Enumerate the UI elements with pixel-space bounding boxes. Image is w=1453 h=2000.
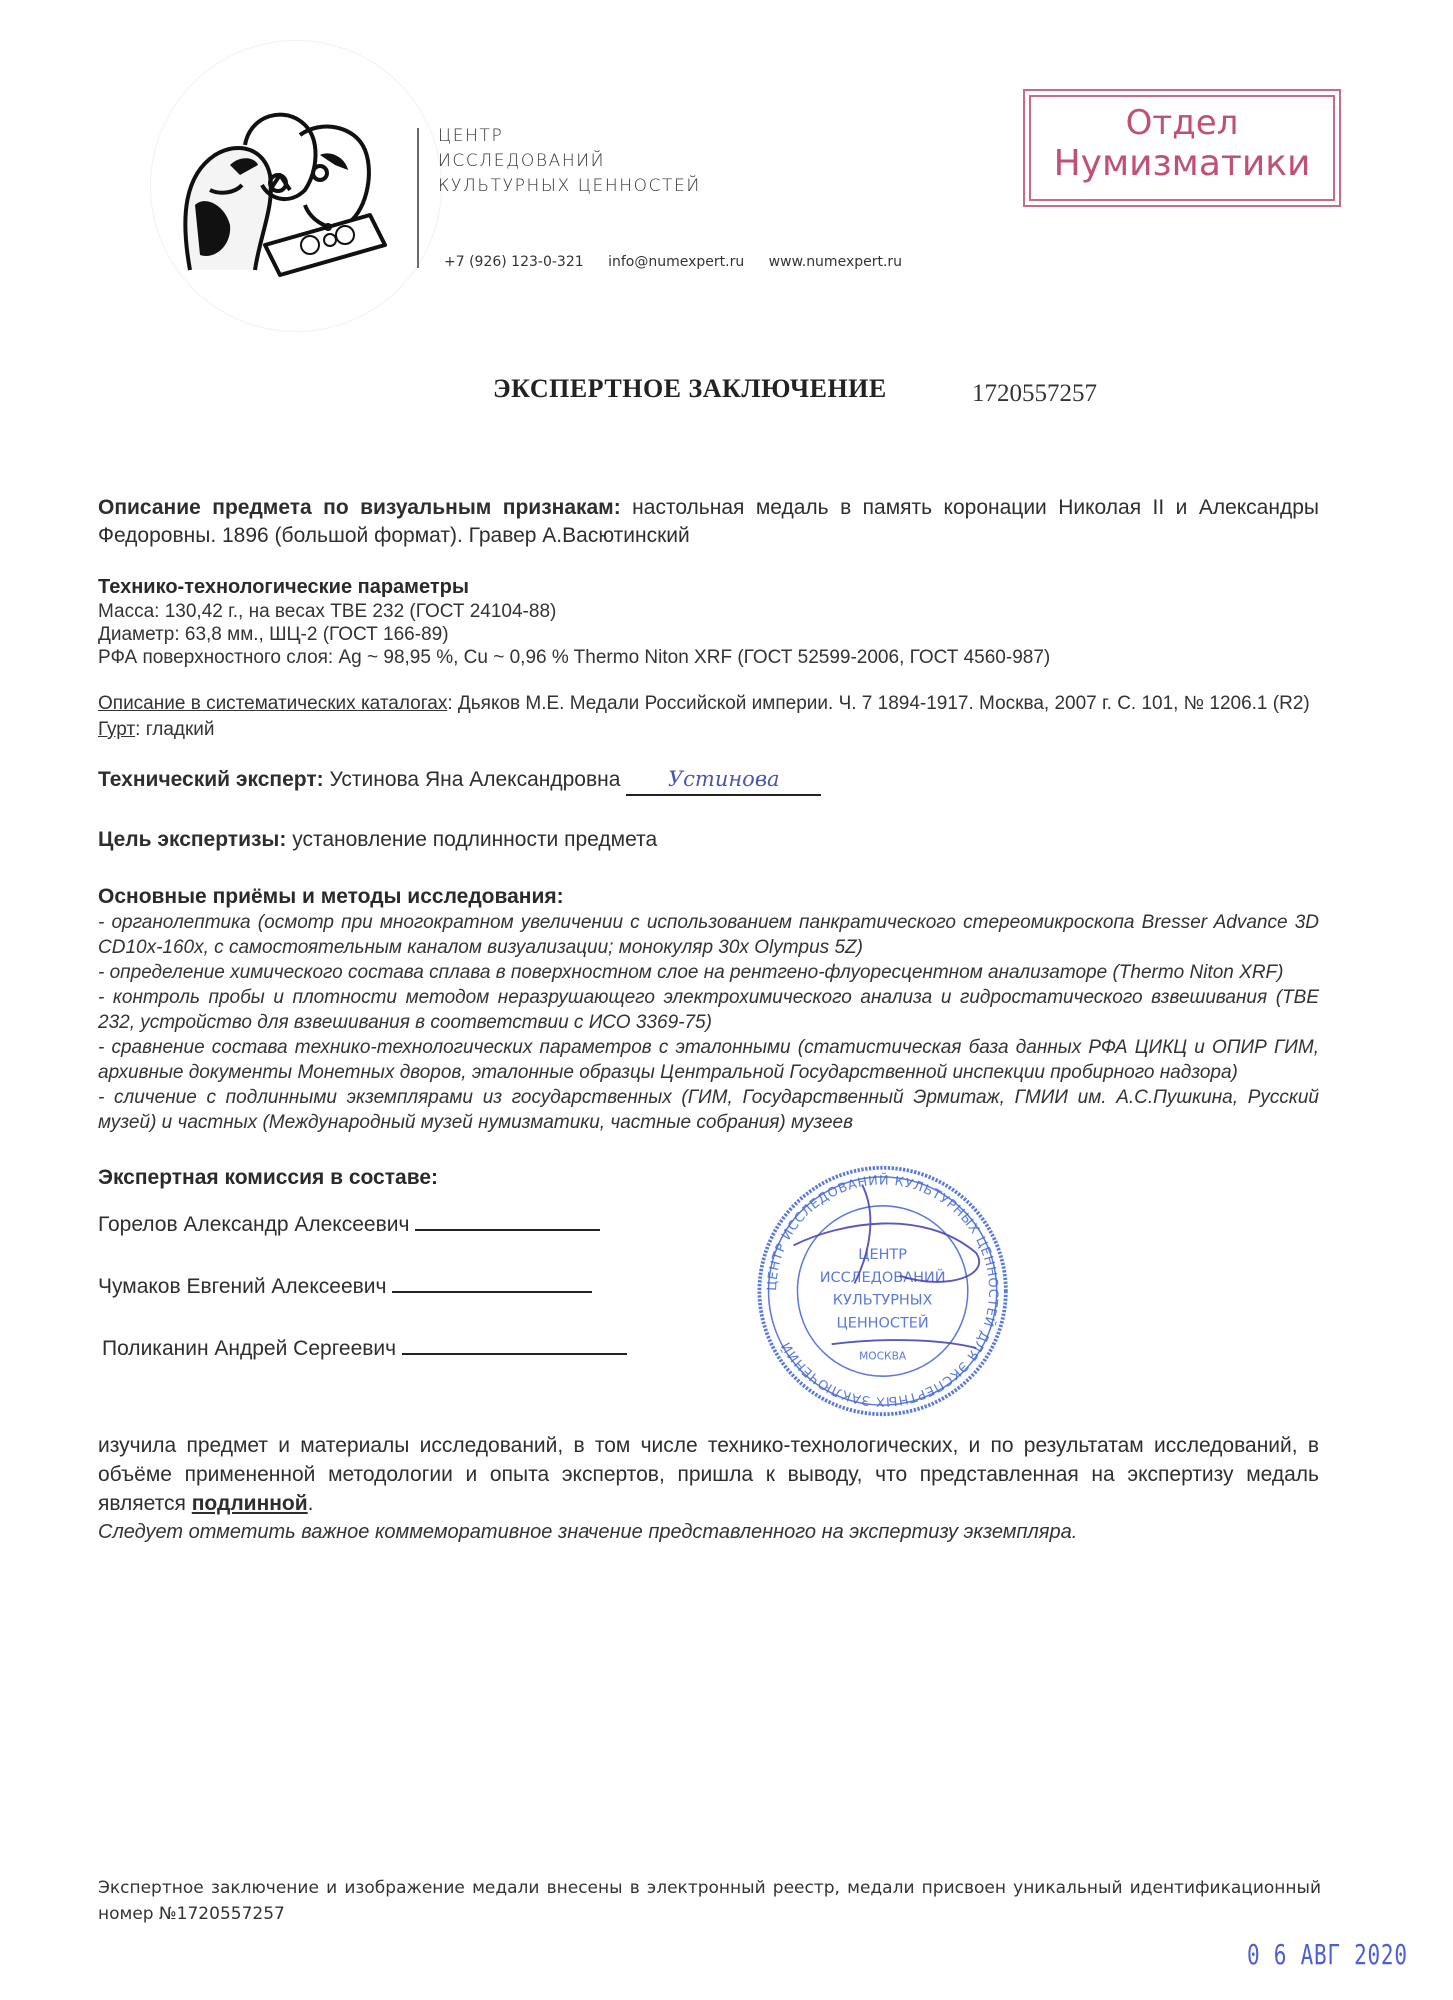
org-name-line: ИССЛЕДОВАНИЙ bbox=[438, 151, 606, 171]
conclusion bbox=[98, 1431, 1319, 1547]
technical-parameters bbox=[98, 574, 1319, 669]
commission-member bbox=[98, 1273, 738, 1335]
verdict: подлинной bbox=[191, 1492, 308, 1515]
round-stamp-center-line: КУЛЬТУРНЫХ bbox=[832, 1292, 933, 1309]
description-label: Описание предмета по визуальным признакам: bbox=[98, 496, 621, 519]
commission-heading: Экспертная комиссия в составе: bbox=[98, 1166, 439, 1189]
numismatics-department-stamp bbox=[1023, 89, 1341, 207]
goal-text: установление подлинности предмета bbox=[292, 828, 658, 851]
method-item: - сличение с подлинными экземплярами из государственных (ГИМ, Государственный Эрмитаж, ГМИИ им. А.С.Пушкина, Русский музей) и частных (Международный музей нумизматики, частные собрания) музеев bbox=[98, 1087, 1319, 1133]
expert-signature-line bbox=[626, 765, 821, 796]
conclusion-period: . bbox=[307, 1492, 314, 1515]
round-stamp-outer-text: ЦЕНТР ИССЛЕДОВАНИЙ КУЛЬТУРНЫХ ЦЕННОСТЕЙ ДЛЯ ЭКСПЕРТНЫХ ЗАКЛЮЧЕНИЙ bbox=[765, 1173, 1001, 1409]
technical-line-mass: Масса: 130,42 г., на весах ТВЕ 232 (ГОСТ 24104-88) bbox=[98, 601, 557, 622]
header-divider bbox=[417, 128, 419, 268]
round-stamp-center-line: ИССЛЕДОВАНИЙ bbox=[819, 1269, 946, 1286]
email-address: info@numexpert.ru bbox=[608, 254, 745, 270]
phone-number: +7 (926) 123-0-321 bbox=[444, 254, 584, 270]
org-name-line: КУЛЬТУРНЫХ ЦЕННОСТЕЙ bbox=[438, 176, 701, 196]
conclusion-note: Следует отметить важное коммеморативное значение представленного на экспертизу экземпляра. bbox=[98, 1521, 1078, 1543]
round-stamp-center-line: ЦЕНТР bbox=[858, 1247, 907, 1264]
document-body bbox=[98, 494, 1319, 1547]
research-methods bbox=[98, 884, 1319, 1135]
catalog-label: Описание в систематических каталогах bbox=[98, 693, 448, 714]
examination-goal bbox=[98, 826, 1319, 854]
item-description bbox=[98, 494, 1319, 550]
dept-stamp-inner-frame bbox=[1029, 95, 1335, 201]
expert-name: Устинова Яна Александровна bbox=[329, 768, 621, 791]
commission-member bbox=[98, 1335, 738, 1397]
commission-section bbox=[98, 1165, 1319, 1415]
organization-round-stamp bbox=[748, 1161, 1018, 1421]
svg-text:ЦЕНТР ИССЛЕДОВАНИЙ КУЛЬТУРНЫХ bbox=[765, 1172, 1000, 1408]
member-name: Чумаков Евгений Алексеевич bbox=[98, 1275, 387, 1298]
catalog-text: : Дьяков М.Е. Медали Российской империи. Ч. 7 1894-1917. Москва, 2007 г. С. 101, № 1206.1 (R2) bbox=[447, 693, 1310, 714]
registry-footer: Экспертное заключение и изображение медали внесены в электронный реестр, медали присвоен уникальный идентификационный номер №1720557257 bbox=[98, 1878, 1321, 1924]
contact-line bbox=[444, 254, 922, 270]
technical-line-xrf: РФА поверхностного слоя: Ag ~ 98,95 %, Cu ~ 0,96 % Thermo Niton XRF (ГОСТ 52599-2006, ГОСТ 4560-987) bbox=[98, 647, 1051, 668]
description-text: настольная медаль в память коронации Николая II и Александры Федоровны. 1896 (большой формат). Гравер А.Васютинский bbox=[98, 496, 1319, 547]
member-signature-line bbox=[415, 1228, 600, 1231]
org-name-line: ЦЕНТР bbox=[438, 126, 504, 146]
commission-members bbox=[98, 1211, 738, 1397]
technical-heading: Технико-технологические параметры bbox=[98, 576, 469, 598]
document-title: ЭКСПЕРТНОЕ ЗАКЛЮЧЕНИЕ bbox=[493, 374, 887, 403]
dept-stamp-line2: Нумизматики bbox=[1053, 143, 1311, 184]
document-number: 1720557257 bbox=[972, 380, 1097, 407]
member-signature-line bbox=[402, 1352, 627, 1355]
method-item: - контроль пробы и плотности методом неразрушающего электрохимического анализа и гидростатического взвешивания (ТВЕ 232, устройство для взвешивания в соответствии с ИСО 3369-75) bbox=[98, 987, 1319, 1033]
methods-heading: Основные приёмы и методы исследования: bbox=[98, 885, 564, 908]
edge-label: Гурт bbox=[98, 719, 136, 740]
method-item: - органолептика (осмотр при многократном увеличении с использованием панкратического стереомикроскопа Bresser Advance 3D CD10x-160x, с самостоятельным каналом визуализации; монокуляр 30x Olympus 5Z) bbox=[98, 912, 1319, 958]
expert-signature: Устинова bbox=[667, 767, 780, 791]
round-stamp-city: МОСКВА bbox=[859, 1349, 907, 1363]
conclusion-text: изучила предмет и материалы исследований, в том числе технико-технологических, и по результатам исследований, в объёме примененной методологии и опыта экспертов, пришла к выводу, что представленная на экспертизу медаль является bbox=[98, 1434, 1319, 1515]
experts-examining-coins-logo-icon bbox=[170, 95, 400, 280]
method-item: - определение химического состава сплава в поверхностном слое на рентгено-флуоресцентном анализаторе (Thermo Niton XRF) bbox=[98, 962, 1284, 983]
edge-text: : гладкий bbox=[135, 719, 215, 740]
method-item: - сравнение состава технико-технологических параметров с эталонными (статистическая база данных РФА ЦИКЦ и ОПИР ГИМ, архивные документы Монетных дворов, эталонные образцы Центральной Государственной инспекции пробирного надзора) bbox=[98, 1037, 1319, 1083]
round-stamp-center-line: ЦЕННОСТЕЙ bbox=[836, 1315, 929, 1332]
date-stamp: 0 6 АВГ 2020 bbox=[1247, 1938, 1408, 1971]
website-link: www.numexpert.ru bbox=[768, 254, 903, 270]
goal-label: Цель экспертизы: bbox=[98, 828, 287, 851]
commission-member bbox=[98, 1211, 738, 1273]
catalog-description bbox=[98, 691, 1319, 743]
member-name: Поликанин Андрей Сергеевич bbox=[102, 1337, 397, 1360]
member-name: Горелов Александр Алексеевич bbox=[98, 1213, 410, 1236]
dept-stamp-line1: Отдел bbox=[1125, 103, 1239, 143]
member-signature-line bbox=[392, 1290, 592, 1293]
organization-name bbox=[438, 124, 701, 199]
technical-expert bbox=[98, 765, 1319, 796]
expert-label: Технический эксперт: bbox=[98, 768, 324, 791]
technical-line-diameter: Диаметр: 63,8 мм., ШЦ-2 (ГОСТ 166-89) bbox=[98, 624, 449, 645]
